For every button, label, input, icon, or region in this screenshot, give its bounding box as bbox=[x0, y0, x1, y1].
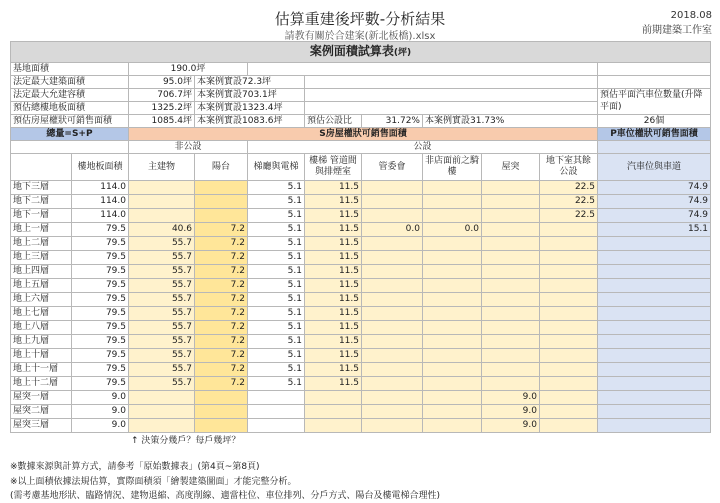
floor-name: 地上二層 bbox=[11, 237, 72, 251]
committee-value bbox=[362, 237, 423, 251]
summary-label: 預估公設比 bbox=[305, 115, 362, 128]
main-building-value bbox=[129, 195, 195, 209]
floor-area-value: 79.5 bbox=[72, 349, 129, 363]
report-date: 2018.08 bbox=[670, 10, 712, 21]
arcade-value bbox=[423, 209, 482, 223]
table-title-text: 案例面積試算表 bbox=[309, 44, 394, 58]
floor-area-value: 79.5 bbox=[72, 363, 129, 377]
arcade-value: 0.0 bbox=[423, 223, 482, 237]
summary-actual: 本案例實設703.1坪 bbox=[195, 89, 305, 102]
floor-name: 地上十層 bbox=[11, 349, 72, 363]
summary-value: 1085.4坪 bbox=[129, 115, 195, 128]
parking-value bbox=[598, 377, 711, 391]
main-building-value: 55.7 bbox=[129, 349, 195, 363]
main-building-value: 55.7 bbox=[129, 251, 195, 265]
floor-name: 屋突三層 bbox=[11, 419, 72, 433]
stair-pipe-value: 11.5 bbox=[305, 279, 362, 293]
main-building-value: 55.7 bbox=[129, 335, 195, 349]
summary-row bbox=[11, 89, 711, 102]
col-main-building: 主建物 bbox=[129, 154, 195, 181]
group-header-row bbox=[11, 141, 711, 154]
main-building-value: 55.7 bbox=[129, 265, 195, 279]
stair-pipe-value bbox=[305, 391, 362, 405]
floor-area-value: 114.0 bbox=[72, 209, 129, 223]
roof-value bbox=[482, 349, 540, 363]
balcony-value: 7.2 bbox=[195, 279, 248, 293]
committee-value bbox=[362, 363, 423, 377]
summary-value: 95.0坪 bbox=[129, 76, 195, 89]
table-row bbox=[11, 279, 711, 293]
floor-name: 屋突一層 bbox=[11, 391, 72, 405]
committee-value bbox=[362, 349, 423, 363]
col-committee: 管委會 bbox=[362, 154, 423, 181]
committee-value bbox=[362, 293, 423, 307]
summary-label: 預估總樓地板面積 bbox=[11, 102, 129, 115]
parking-value bbox=[598, 363, 711, 377]
committee-value bbox=[362, 391, 423, 405]
roof-value bbox=[482, 209, 540, 223]
basement-other-value bbox=[540, 293, 598, 307]
summary-value: 1325.2坪 bbox=[129, 102, 195, 115]
stair-elevator-value bbox=[248, 391, 305, 405]
stair-pipe-value bbox=[305, 419, 362, 433]
balcony-value bbox=[195, 391, 248, 405]
floor-area-value: 79.5 bbox=[72, 307, 129, 321]
basement-other-value bbox=[540, 265, 598, 279]
roof-value bbox=[482, 335, 540, 349]
main-building-value bbox=[129, 419, 195, 433]
stair-pipe-value: 11.5 bbox=[305, 237, 362, 251]
column-header-row bbox=[11, 154, 711, 181]
main-building-value: 55.7 bbox=[129, 293, 195, 307]
floor-area-value: 79.5 bbox=[72, 223, 129, 237]
summary-row bbox=[11, 115, 711, 128]
table-row bbox=[11, 405, 711, 419]
committee-value bbox=[362, 321, 423, 335]
balcony-value bbox=[195, 209, 248, 223]
floor-area-value: 79.5 bbox=[72, 321, 129, 335]
basement-other-value bbox=[540, 335, 598, 349]
main-building-value: 55.7 bbox=[129, 307, 195, 321]
floor-name: 地上五層 bbox=[11, 279, 72, 293]
table-row bbox=[11, 209, 711, 223]
basement-other-value bbox=[540, 237, 598, 251]
summary-actual: 本案例實設1323.4坪 bbox=[195, 102, 305, 115]
non-public-header: 非公設 bbox=[129, 141, 248, 154]
roof-value bbox=[482, 195, 540, 209]
basement-other-value bbox=[540, 223, 598, 237]
committee-value bbox=[362, 335, 423, 349]
floor-name: 地上三層 bbox=[11, 251, 72, 265]
col-parking: 汽車位與車道 bbox=[598, 154, 711, 181]
floor-name: 地下二層 bbox=[11, 195, 72, 209]
summary-label: 預估房屋權狀可銷售面積 bbox=[11, 115, 129, 128]
table-row bbox=[11, 265, 711, 279]
arcade-value bbox=[423, 419, 482, 433]
arcade-value bbox=[423, 307, 482, 321]
roof-value bbox=[482, 251, 540, 265]
summary-actual: 本案例實設31.73% bbox=[423, 115, 598, 128]
basement-other-value bbox=[540, 391, 598, 405]
roof-value bbox=[482, 181, 540, 195]
roof-value bbox=[482, 265, 540, 279]
roof-value bbox=[482, 223, 540, 237]
stair-elevator-value: 5.1 bbox=[248, 209, 305, 223]
committee-value bbox=[362, 377, 423, 391]
roof-value bbox=[482, 307, 540, 321]
decision-note: ↑ 決策分幾戶？每戶幾坪？ bbox=[131, 436, 241, 446]
floor-name: 屋突二層 bbox=[11, 405, 72, 419]
basement-other-value bbox=[540, 363, 598, 377]
balcony-value bbox=[195, 405, 248, 419]
parking-value bbox=[598, 405, 711, 419]
main-building-value bbox=[129, 391, 195, 405]
p-section-header: P車位權狀可銷售面積 bbox=[598, 128, 711, 141]
arcade-value bbox=[423, 251, 482, 265]
stair-elevator-value: 5.1 bbox=[248, 349, 305, 363]
col-balcony: 陽台 bbox=[195, 154, 248, 181]
basement-other-value bbox=[540, 251, 598, 265]
floor-area-value: 79.5 bbox=[72, 377, 129, 391]
floor-area-value: 79.5 bbox=[72, 293, 129, 307]
table-row bbox=[11, 223, 711, 237]
stair-elevator-value: 5.1 bbox=[248, 223, 305, 237]
floor-area-value: 114.0 bbox=[72, 195, 129, 209]
total-header: 總量=S+P bbox=[11, 128, 129, 141]
table-title-row bbox=[11, 42, 711, 63]
summary-row bbox=[11, 63, 711, 76]
stair-pipe-value: 11.5 bbox=[305, 349, 362, 363]
basement-other-value bbox=[540, 307, 598, 321]
parking-value bbox=[598, 321, 711, 335]
summary-row bbox=[11, 76, 711, 89]
floor-area-value: 79.5 bbox=[72, 279, 129, 293]
floor-area-value: 9.0 bbox=[72, 405, 129, 419]
stair-elevator-value: 5.1 bbox=[248, 279, 305, 293]
basement-other-value: 22.5 bbox=[540, 181, 598, 195]
stair-pipe-value: 11.5 bbox=[305, 251, 362, 265]
roof-value bbox=[482, 237, 540, 251]
floor-rows bbox=[11, 181, 711, 433]
balcony-value: 7.2 bbox=[195, 377, 248, 391]
balcony-value: 7.2 bbox=[195, 265, 248, 279]
floor-area-value: 79.5 bbox=[72, 335, 129, 349]
balcony-value: 7.2 bbox=[195, 307, 248, 321]
stair-elevator-value: 5.1 bbox=[248, 363, 305, 377]
committee-value bbox=[362, 251, 423, 265]
stair-pipe-value: 11.5 bbox=[305, 377, 362, 391]
roof-value bbox=[482, 321, 540, 335]
table-row bbox=[11, 321, 711, 335]
parking-value: 15.1 bbox=[598, 223, 711, 237]
committee-value bbox=[362, 265, 423, 279]
table-row bbox=[11, 335, 711, 349]
summary-actual: 本案例實設1083.6坪 bbox=[195, 115, 305, 128]
summary-value: 31.72% bbox=[362, 115, 423, 128]
roof-value: 9.0 bbox=[482, 391, 540, 405]
parking-value bbox=[598, 251, 711, 265]
stair-pipe-value: 11.5 bbox=[305, 335, 362, 349]
roof-value bbox=[482, 293, 540, 307]
balcony-value bbox=[195, 181, 248, 195]
balcony-value: 7.2 bbox=[195, 251, 248, 265]
stair-elevator-value: 5.1 bbox=[248, 321, 305, 335]
floor-area-value: 114.0 bbox=[72, 181, 129, 195]
floor-name: 地上一層 bbox=[11, 223, 72, 237]
table-row bbox=[11, 419, 711, 433]
area-calculation-table bbox=[10, 41, 711, 433]
arcade-value bbox=[423, 363, 482, 377]
roof-value bbox=[482, 377, 540, 391]
floor-name: 地上九層 bbox=[11, 335, 72, 349]
balcony-value: 7.2 bbox=[195, 293, 248, 307]
basement-other-value bbox=[540, 279, 598, 293]
committee-value bbox=[362, 181, 423, 195]
col-basement-other: 地下室其餘公設 bbox=[540, 154, 598, 181]
arcade-value bbox=[423, 181, 482, 195]
stair-elevator-value: 5.1 bbox=[248, 293, 305, 307]
stair-pipe-value: 11.5 bbox=[305, 307, 362, 321]
footnote: ※以上面積依據法規估算，實際面積須「繪製建築圖面」才能完整分析。 bbox=[10, 477, 297, 487]
stair-elevator-value bbox=[248, 405, 305, 419]
roof-value: 9.0 bbox=[482, 405, 540, 419]
floor-name: 地上六層 bbox=[11, 293, 72, 307]
parking-value bbox=[598, 419, 711, 433]
floor-name: 地下三層 bbox=[11, 181, 72, 195]
summary-label: 法定最大允建容積 bbox=[11, 89, 129, 102]
stair-pipe-value bbox=[305, 405, 362, 419]
stair-pipe-value: 11.5 bbox=[305, 209, 362, 223]
floor-area-value: 79.5 bbox=[72, 251, 129, 265]
parking-value bbox=[598, 335, 711, 349]
stair-elevator-value: 5.1 bbox=[248, 195, 305, 209]
parking-value bbox=[598, 293, 711, 307]
balcony-value: 7.2 bbox=[195, 321, 248, 335]
arcade-value bbox=[423, 405, 482, 419]
basement-other-value bbox=[540, 377, 598, 391]
committee-value bbox=[362, 279, 423, 293]
main-building-value: 55.7 bbox=[129, 237, 195, 251]
stair-pipe-value: 11.5 bbox=[305, 223, 362, 237]
parking-count-value: 26個 bbox=[598, 115, 711, 128]
summary-value: 706.7坪 bbox=[129, 89, 195, 102]
main-building-value bbox=[129, 209, 195, 223]
stair-elevator-value: 5.1 bbox=[248, 307, 305, 321]
main-building-value: 40.6 bbox=[129, 223, 195, 237]
main-building-value bbox=[129, 405, 195, 419]
arcade-value bbox=[423, 279, 482, 293]
table-row bbox=[11, 307, 711, 321]
arcade-value bbox=[423, 391, 482, 405]
basement-other-value: 22.5 bbox=[540, 209, 598, 223]
balcony-value bbox=[195, 419, 248, 433]
arcade-value bbox=[423, 293, 482, 307]
stair-elevator-value bbox=[248, 419, 305, 433]
parking-value: 74.9 bbox=[598, 209, 711, 223]
parking-value: 74.9 bbox=[598, 195, 711, 209]
stair-elevator-value: 5.1 bbox=[248, 181, 305, 195]
floor-area-value: 79.5 bbox=[72, 237, 129, 251]
basement-other-value bbox=[540, 405, 598, 419]
table-row bbox=[11, 391, 711, 405]
parking-value bbox=[598, 349, 711, 363]
main-building-value: 55.7 bbox=[129, 363, 195, 377]
main-building-value bbox=[129, 181, 195, 195]
balcony-value: 7.2 bbox=[195, 363, 248, 377]
page-title: 估算重建後坪數-分析結果 bbox=[274, 10, 446, 28]
committee-value bbox=[362, 405, 423, 419]
roof-value bbox=[482, 279, 540, 293]
summary-label: 法定最大建築面積 bbox=[11, 76, 129, 89]
summary-label: 基地面積 bbox=[11, 63, 129, 76]
office-name: 前期建築工作室 bbox=[642, 25, 712, 36]
table-row bbox=[11, 251, 711, 265]
table-title-unit: (坪) bbox=[393, 48, 412, 58]
main-building-value: 55.7 bbox=[129, 279, 195, 293]
floor-name: 地下一層 bbox=[11, 209, 72, 223]
footnote: ※數據來源與計算方式，請參考「原始數據表」(第4頁~第8頁) bbox=[10, 462, 260, 472]
col-stair-elevator: 梯廳與電梯 bbox=[248, 154, 305, 181]
arcade-value bbox=[423, 265, 482, 279]
stair-elevator-value: 5.1 bbox=[248, 265, 305, 279]
arcade-value bbox=[423, 349, 482, 363]
stair-pipe-value: 11.5 bbox=[305, 293, 362, 307]
committee-value bbox=[362, 209, 423, 223]
table-row bbox=[11, 195, 711, 209]
stair-pipe-value: 11.5 bbox=[305, 321, 362, 335]
stair-pipe-value: 11.5 bbox=[305, 265, 362, 279]
roof-value bbox=[482, 363, 540, 377]
arcade-value bbox=[423, 195, 482, 209]
stair-elevator-value: 5.1 bbox=[248, 237, 305, 251]
col-floor-area: 樓地板面積 bbox=[72, 154, 129, 181]
summary-actual: 本案例實設72.3坪 bbox=[195, 76, 305, 89]
parking-value bbox=[598, 265, 711, 279]
s-section-header: S房屋權狀可銷售面積 bbox=[129, 128, 598, 141]
arcade-value bbox=[423, 237, 482, 251]
table-row bbox=[11, 293, 711, 307]
main-building-value: 55.7 bbox=[129, 321, 195, 335]
arcade-value bbox=[423, 321, 482, 335]
main-building-value: 55.7 bbox=[129, 377, 195, 391]
parking-value bbox=[598, 307, 711, 321]
balcony-value: 7.2 bbox=[195, 223, 248, 237]
arcade-value bbox=[423, 335, 482, 349]
section-header-row bbox=[11, 128, 711, 141]
table-row bbox=[11, 349, 711, 363]
floor-name: 地上十一層 bbox=[11, 363, 72, 377]
arcade-value bbox=[423, 377, 482, 391]
table-row bbox=[11, 377, 711, 391]
col-roof: 屋突 bbox=[482, 154, 540, 181]
summary-value: 190.0坪 bbox=[129, 63, 248, 76]
stair-elevator-value: 5.1 bbox=[248, 335, 305, 349]
stair-pipe-value: 11.5 bbox=[305, 181, 362, 195]
floor-name: 地上七層 bbox=[11, 307, 72, 321]
floor-name: 地上四層 bbox=[11, 265, 72, 279]
parking-value bbox=[598, 237, 711, 251]
parking-value: 74.9 bbox=[598, 181, 711, 195]
committee-value: 0.0 bbox=[362, 223, 423, 237]
floor-name: 地上八層 bbox=[11, 321, 72, 335]
roof-value: 9.0 bbox=[482, 419, 540, 433]
stair-pipe-value: 11.5 bbox=[305, 195, 362, 209]
table-row bbox=[11, 363, 711, 377]
header-info bbox=[642, 8, 712, 38]
parking-value bbox=[598, 279, 711, 293]
floor-area-value: 9.0 bbox=[72, 419, 129, 433]
committee-value bbox=[362, 419, 423, 433]
footnote: (需考慮基地形狀、臨路情況、建物退縮、高度削線、適當柱位、車位排列、分戶方式、陽台及樓電梯合理性) bbox=[10, 491, 441, 501]
parking-count-label: 預估平面汽車位數量(升降平面) bbox=[598, 89, 711, 115]
floor-area-value: 9.0 bbox=[72, 391, 129, 405]
basement-other-value bbox=[540, 419, 598, 433]
balcony-value: 7.2 bbox=[195, 349, 248, 363]
parking-value bbox=[598, 391, 711, 405]
stair-elevator-value: 5.1 bbox=[248, 377, 305, 391]
col-arcade: 非店面前之騎樓 bbox=[423, 154, 482, 181]
table-row bbox=[11, 181, 711, 195]
basement-other-value: 22.5 bbox=[540, 195, 598, 209]
committee-value bbox=[362, 195, 423, 209]
page-subtitle: 請教有關於合建案(新北板橋).xlsx bbox=[284, 31, 436, 42]
table-title bbox=[11, 42, 711, 63]
table-row bbox=[11, 237, 711, 251]
balcony-value bbox=[195, 195, 248, 209]
basement-other-value bbox=[540, 349, 598, 363]
balcony-value: 7.2 bbox=[195, 335, 248, 349]
basement-other-value bbox=[540, 321, 598, 335]
floor-name: 地上十二層 bbox=[11, 377, 72, 391]
public-header: 公設 bbox=[248, 141, 598, 154]
balcony-value: 7.2 bbox=[195, 237, 248, 251]
col-stair-pipe: 樓梯 管道間與排煙室 bbox=[305, 154, 362, 181]
committee-value bbox=[362, 307, 423, 321]
floor-area-value: 79.5 bbox=[72, 265, 129, 279]
stair-pipe-value: 11.5 bbox=[305, 363, 362, 377]
stair-elevator-value: 5.1 bbox=[248, 251, 305, 265]
